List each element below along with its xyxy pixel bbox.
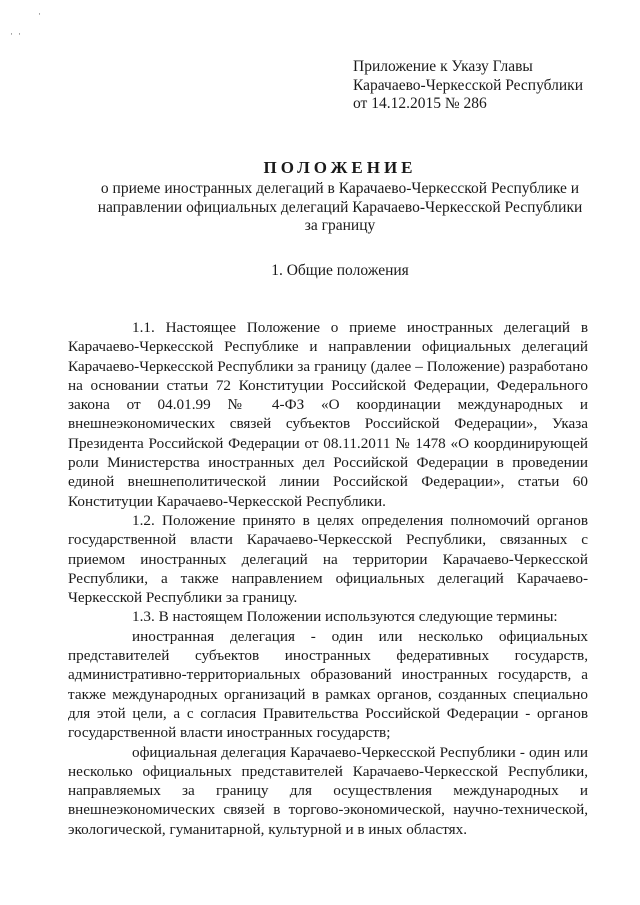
scan-speck-mark: · <box>10 29 13 39</box>
term-definition-foreign-delegation: иностранная делегация - один или несколько официальных представителей субъектов иностранных федеративных государств, административно-территориальных образований иностранных государств, а также международных организаций в рамках органов, созданных специально для этой цели, а с согласия Правительства Российской Федерации - органов государственной власти иностранных государств; <box>68 627 588 742</box>
document-subtitle-line: о приеме иностранных делегаций в Карачаево-Черкесской Республике и <box>100 180 580 197</box>
scan-speck-mark: · <box>18 29 21 39</box>
document-subtitle-line: за границу <box>304 217 376 234</box>
paragraph-1-3: 1.3. В настоящем Положении используются следующие термины: <box>132 608 558 626</box>
appendix-line: Карачаево-Черкесской Республики <box>353 76 583 94</box>
appendix-line: Приложение к Указу Главы <box>353 58 533 75</box>
term-definition-official-delegation: официальная делегация Карачаево-Черкесской Республики - один или несколько официальных представителей Карачаево-Черкесской Республики, направляемых за границу для осуществления международных и внешнеэкономических связей в торгово-экономической, научно-технической, экологической, гуманитарной, культурной и в иных областях. <box>68 743 588 838</box>
appendix-line: от 14.12.2015 № 286 <box>353 95 487 112</box>
appendix-reference <box>353 58 613 114</box>
scan-speck-mark: · <box>38 9 41 19</box>
document-subtitle-line: направлении официальных делегаций Карачаево-Черкесской Республики <box>97 198 583 216</box>
section-heading: 1. Общие положения <box>271 262 409 279</box>
section-body <box>68 318 588 839</box>
document-title: ПОЛОЖЕНИЕ <box>263 158 417 177</box>
paragraph-1-2: 1.2. Положение принято в целях определения полномочий органов государственной власти Карачаево-Черкесской Республики, связанных с приемом иностранных делегаций на территории Карачаево-Черкесской Республики, а также направлением официальных делегаций Карачаево-Черкесской Республики за границу. <box>68 511 588 607</box>
title-block <box>60 158 620 236</box>
paragraph-1-1: 1.1. Настоящее Положение о приеме иностранных делегаций в Карачаево-Черкесской Республике и направлении официальных делегаций Карачаево-Черкесской Республики за границу (далее – Положение) разработано на основании статьи 72 Конституции Российской Федерации, Федерального закона от 04.01.99 № 4-ФЗ «О координации международных и внешнеэкономических связей субъектов Российской Федерации», Указа Президента Российской Федерации от 08.11.2011 № 1478 «О координирующей роли Министерства иностранных дел Российской Федерации в проведении единой внешнеполитической линии Российской Федерации», статьи 60 Конституции Карачаево-Черкесской Республики. <box>68 319 588 510</box>
